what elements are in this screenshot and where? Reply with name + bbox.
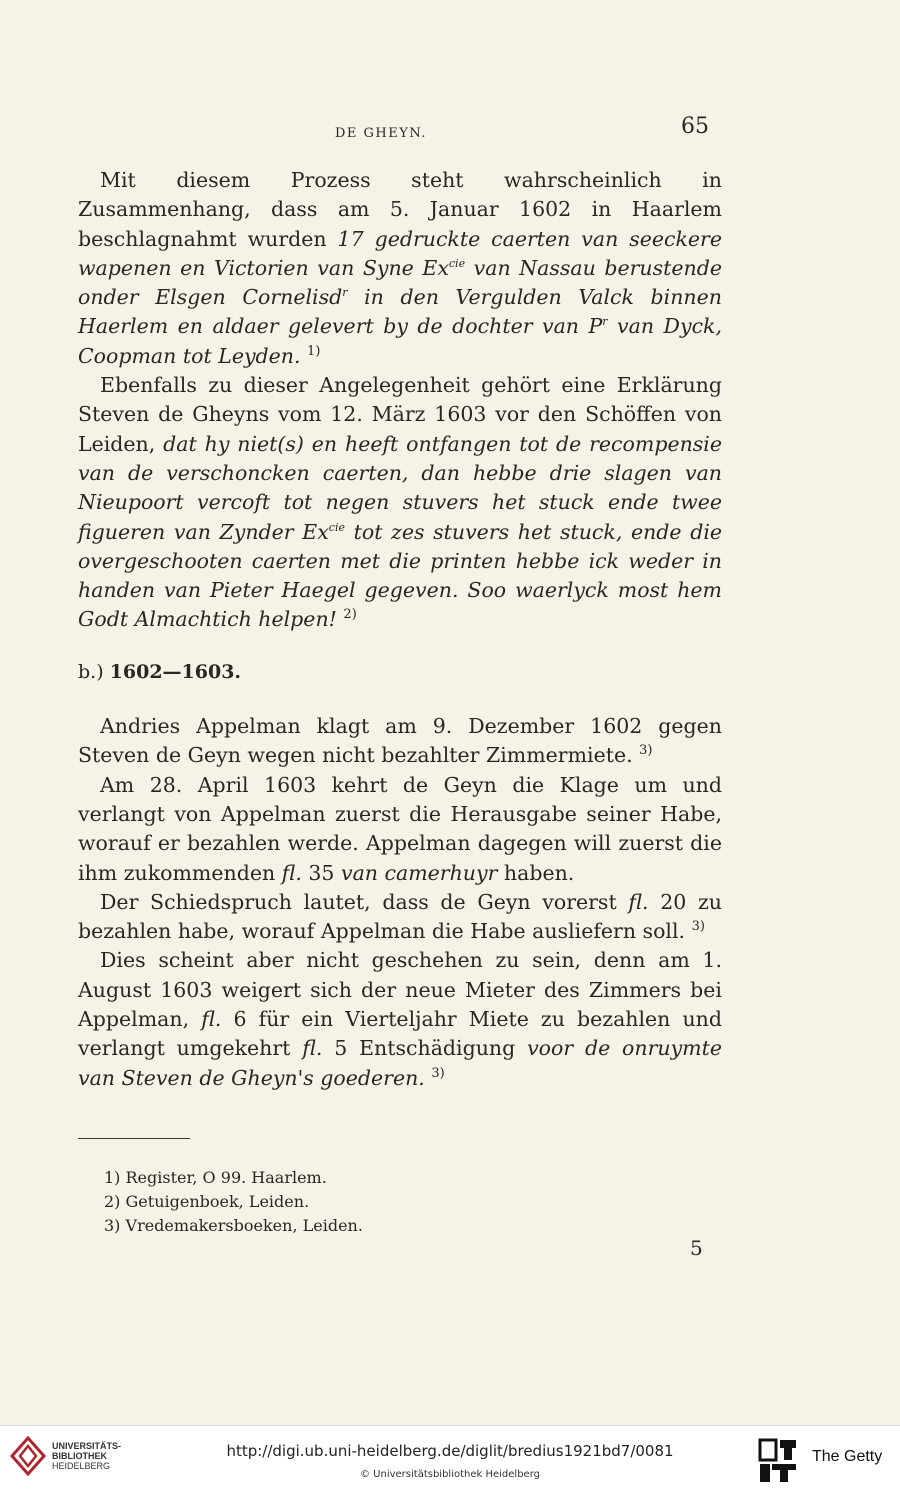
- footnote-ref: 3): [639, 743, 653, 759]
- footnote: 2) Getuigenboek, Leiden.: [104, 1192, 310, 1211]
- paragraph: Andries Appelman klagt am 9. Dezember 1602 gegen Steven de Geyn wegen nicht bezahlter Zimmermiete. $^{3)}$: [78, 714, 722, 768]
- paragraph: Ebenfalls zu dieser Angelegenheit gehört eine Erklärung Steven de Gheyns vom 12. März 1603 vor den Schöffen von Leiden, dat hy niet(s) en heeft ontfangen tot de recompensie van de verschoncken caerten, dan hebbe drie slagen van Nieupoort vercoft tot negen stuvers het stuck ende twee figueren van Zynder $Ex^{cie}$ tot zes stuvers het stuck, ende die overgeschooten caerten met die printen hebbe ick weder in handen van Pieter Haegel gegeven. Soo waerlyck most hem Godt Almachtich helpen! $^{2)}$: [78, 373, 723, 632]
- footnote-ref: 2): [343, 607, 357, 623]
- partner-name: The Getty: [812, 1448, 883, 1465]
- signature-mark: 5: [690, 1236, 703, 1260]
- footnote: 1) Register, O 99. Haarlem.: [104, 1168, 327, 1187]
- permalink-url[interactable]: http://digi.ub.uni-heidelberg.de/diglit/bredius1921bd7/0081: [226, 1442, 674, 1460]
- paragraph: Der Schiedspruch lautet, dass de Geyn vorerst fl. 20 zu bezahlen habe, worauf Appelman die Habe ausliefern soll. $^{3)}$: [78, 889, 722, 944]
- library-name: UNIVERSITÄTS- BIBLIOTHEK HEIDELBERG: [52, 1441, 122, 1471]
- footer-bar: [0, 1425, 900, 1494]
- footnotes: [104, 1166, 363, 1238]
- footnote-ref: 3): [431, 1065, 445, 1081]
- paragraph: Dies scheint aber nicht geschehen zu sein, denn am 1. August 1603 weigert sich der neue Mieter des Zimmers bei Appelman, fl. 6 für ein Vierteljahr Miete zu bezahlen und verlangt umgekehrt fl. 5 Entschädigung voor de onruymte van Steven de Gheyn's goederen. $^{3)}$: [78, 948, 722, 1090]
- body-text: [78, 166, 722, 1093]
- copyright-notice: © Universitätsbibliothek Heidelberg: [359, 1469, 540, 1480]
- running-head: DE GHEYN.: [335, 126, 428, 141]
- footnote-ref: 3): [691, 919, 705, 935]
- getty-logo-icon: [758, 1438, 798, 1484]
- paragraph: Am 28. April 1603 kehrt de Geyn die Klage um und verlangt von Appelman zuerst die Herausgabe seiner Habe, worauf er bezahlen werde. Appelman dagegen will zuerst die ihm zukommenden fl. 35 van camerhuyr haben.: [78, 772, 722, 885]
- footnote-divider: [78, 1138, 190, 1139]
- paragraph: Mit diesem Prozess steht wahrscheinlich in Zusammenhang, dass am 5. Januar 1602 in Haarlem beschlagnahmt wurden 17 gedruckte caerten van seeckere wapenen en Victorien van Syne $Ex^{cie}$ van Nassau berustende onder Elsgen Cornelisd$^r$ in den Vergulden Valck binnen Haerlem en aldaer gelevert by de dochter van $P^r$ van Dyck, Coopman tot Leyden. $^{1)}$: [78, 168, 722, 368]
- footnote-ref: 1): [307, 343, 321, 359]
- footnote: 3) Vredemakersboeken, Leiden.: [104, 1216, 363, 1235]
- section-heading: b.) 1602—1603.: [78, 660, 242, 683]
- page-number: 65: [681, 114, 709, 139]
- university-library-logo-icon: [10, 1436, 46, 1476]
